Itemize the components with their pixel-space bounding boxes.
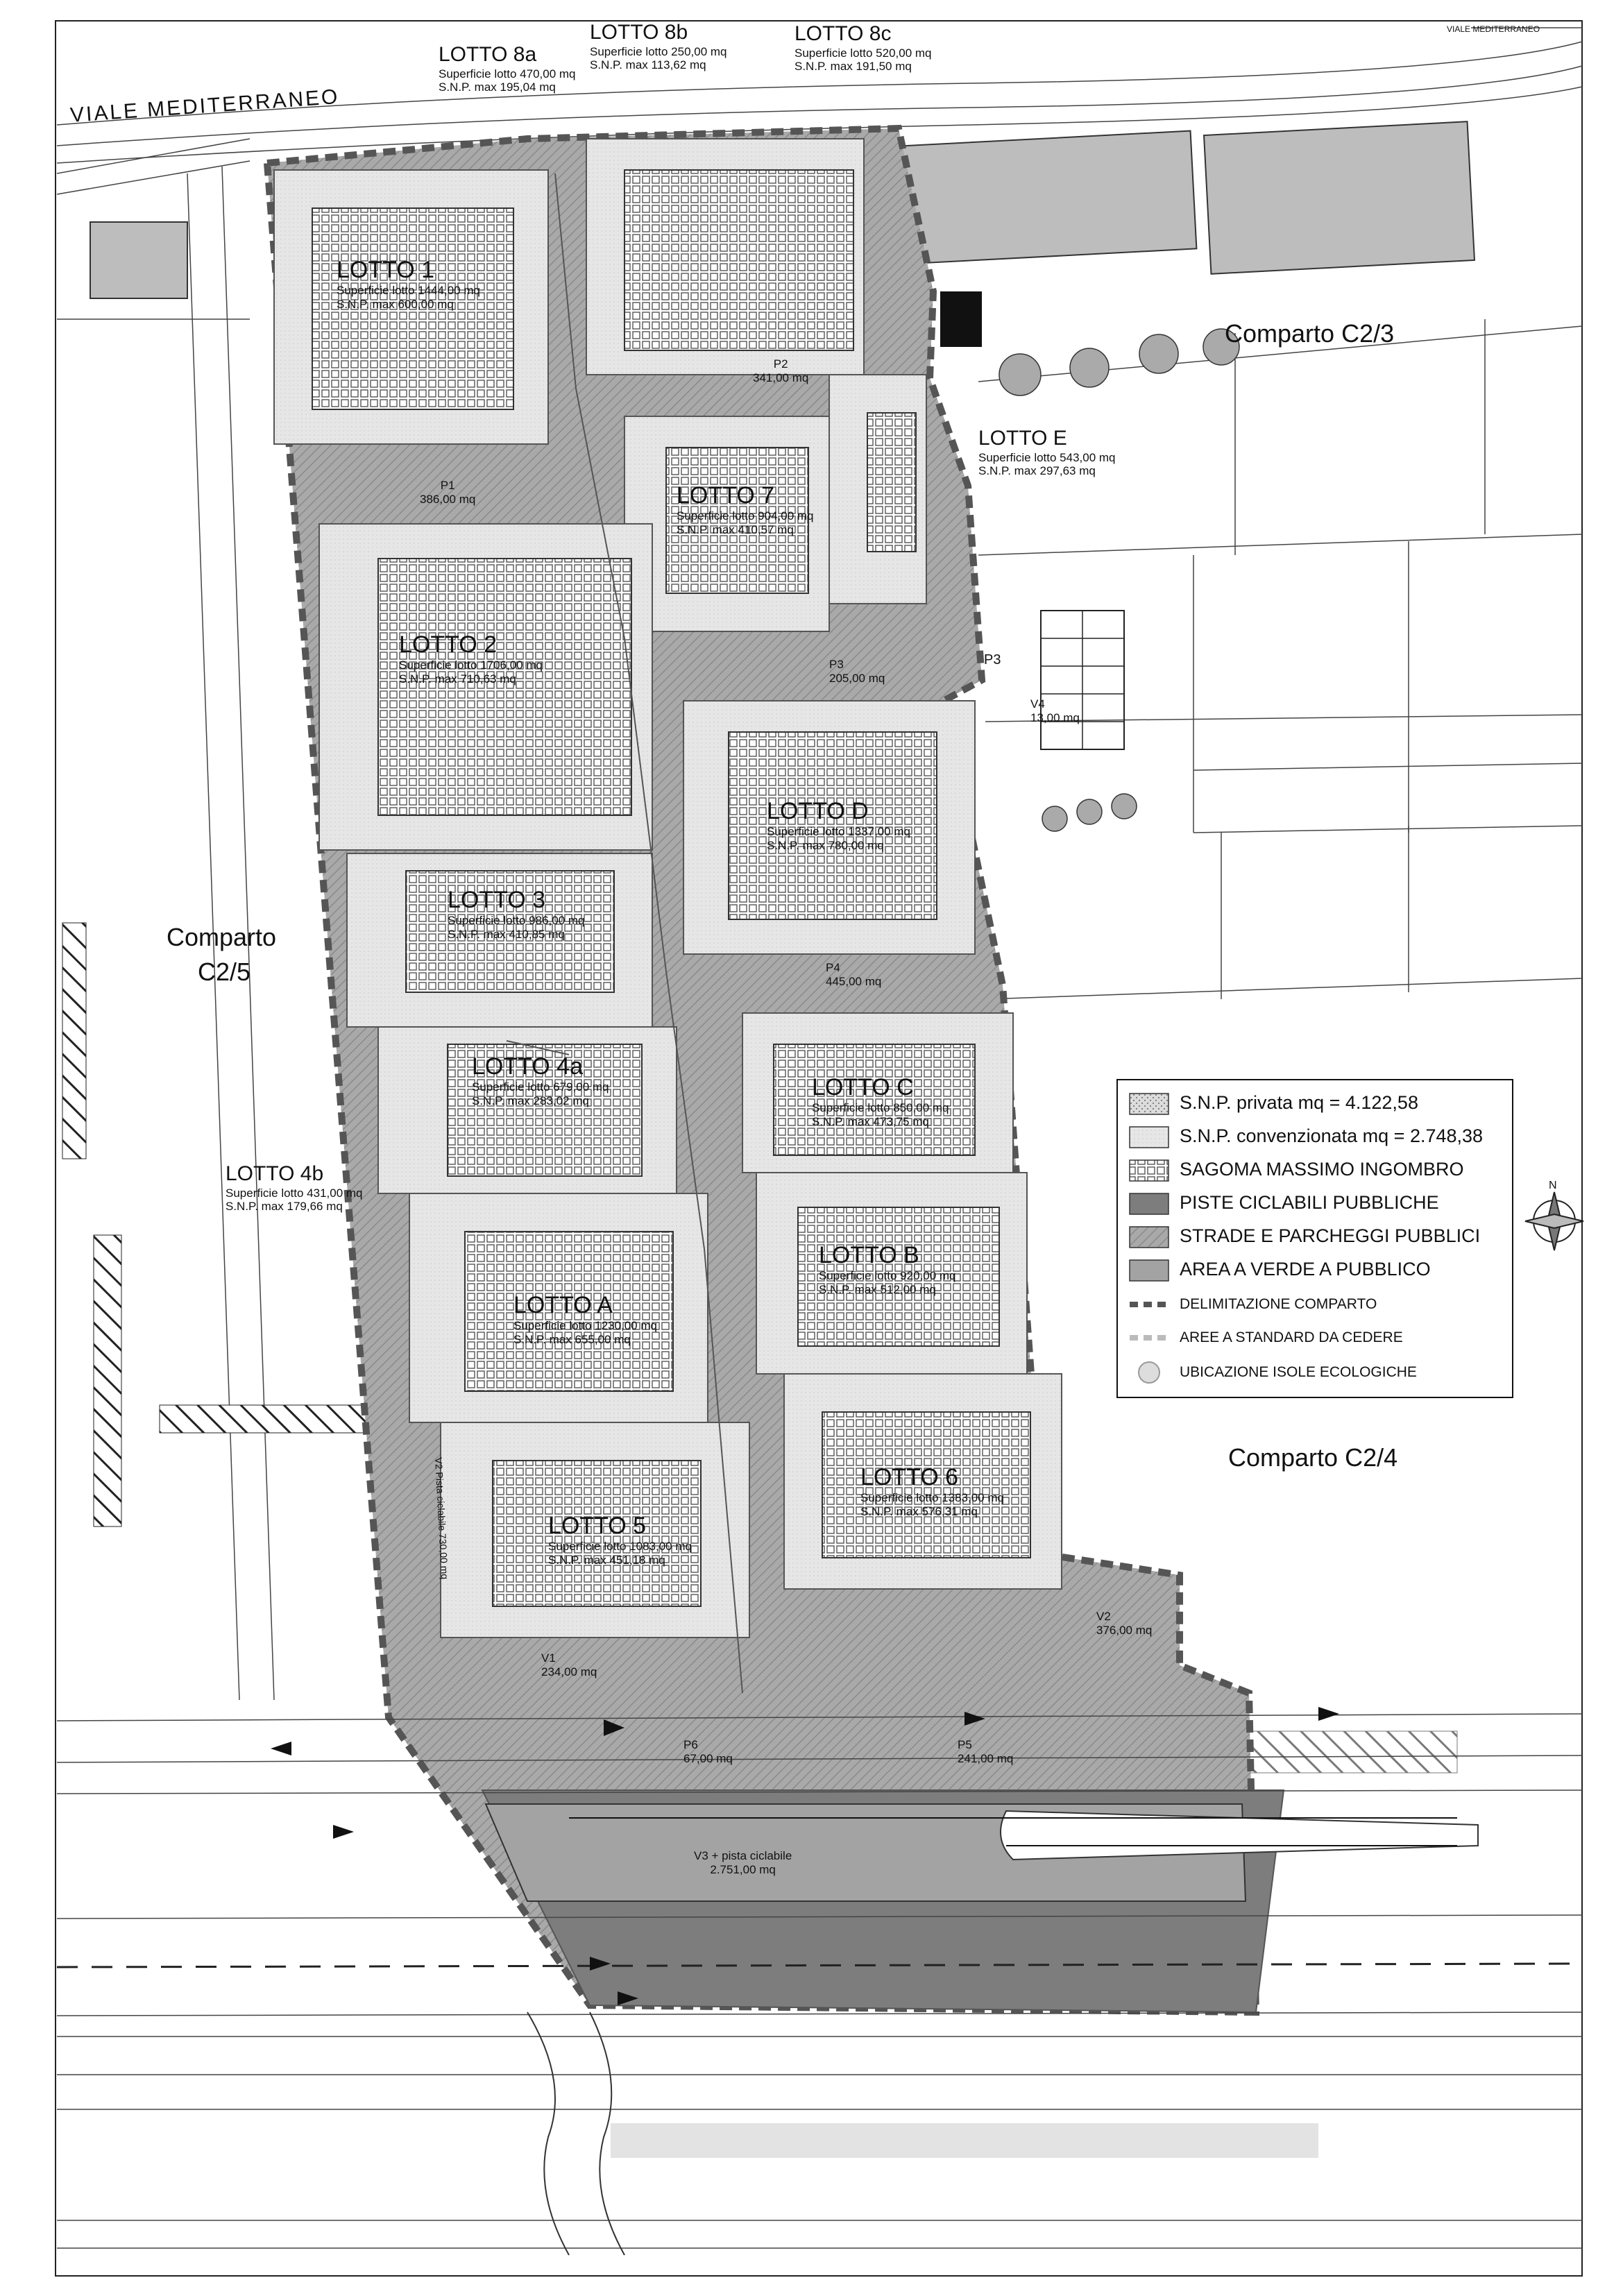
lotto-name: LOTTO 1	[337, 257, 435, 283]
lotto-name: LOTTO B	[819, 1242, 919, 1268]
north-label: N	[1549, 1180, 1557, 1191]
lotto-3	[448, 887, 585, 941]
comparto-c25-line1: Comparto	[167, 923, 277, 951]
lotto-8b	[590, 21, 727, 72]
v4-area: 13,00 mq	[1030, 711, 1080, 724]
lotto-sup: Superficie lotto 679,00 mq	[472, 1080, 609, 1094]
right-context-lines	[978, 319, 1582, 999]
lotto-name: LOTTO 3	[448, 887, 546, 913]
p5-label	[958, 1738, 1013, 1765]
lotto-snp: S.N.P. max 780,00 mq	[767, 838, 884, 852]
p3-name: P3	[829, 658, 844, 671]
lotto-c	[812, 1074, 949, 1128]
lotto-snp: S.N.P. max 512,00 mq	[819, 1282, 936, 1296]
p3-area: 205,00 mq	[829, 671, 885, 685]
lotto-sup: Superficie lotto 1706,00 mq	[399, 658, 543, 672]
lotto-snp: S.N.P. max 600,00 mq	[337, 297, 454, 311]
v4-label	[1030, 697, 1080, 724]
lotto-name: LOTTO 4a	[472, 1053, 583, 1080]
barrier-left-1	[62, 923, 86, 1159]
lotto-sup: Superficie lotto 904,00 mq	[677, 509, 814, 523]
legend-item-strade: STRADE E PARCHEGGI PUBBLICI	[1180, 1225, 1481, 1246]
lotto-snp: S.N.P. max 576,31 mq	[860, 1504, 978, 1518]
p6-area: 67,00 mq	[683, 1751, 733, 1765]
legend-item-snp-privata: S.N.P. privata mq = 4.122,58	[1180, 1092, 1418, 1113]
v2-side-label: V2 Pista ciclabile 730,00 mq	[433, 1457, 451, 1580]
lotto-name: LOTTO C	[812, 1074, 914, 1100]
v3-name: V3 + pista ciclabile	[694, 1849, 792, 1862]
lotto-sup: Superficie lotto 520,00 mq	[794, 46, 932, 60]
lotto-sup: Superficie lotto 1230,00 mq	[513, 1319, 657, 1333]
lotto-sup: Superficie lotto 1444,00 mq	[337, 284, 480, 298]
lotto-snp: S.N.P. max 191,50 mq	[794, 60, 912, 74]
legend-item-aree-standard: AREE A STANDARD DA CEDERE	[1180, 1329, 1403, 1345]
lotto-name: LOTTO 4b	[226, 1162, 324, 1185]
p1-name: P1	[440, 479, 455, 492]
legend-item-verde: AREA A VERDE A PUBBLICO	[1180, 1259, 1431, 1279]
v1-name: V1	[541, 1651, 556, 1665]
lotto-sup: Superficie lotto 543,00 mq	[978, 450, 1116, 464]
lotto-name: LOTTO 8b	[590, 21, 688, 44]
lotto-name: LOTTO 2	[399, 631, 498, 658]
p2-area: 341,00 mq	[753, 371, 809, 384]
comparto-c23: Comparto C2/3	[1225, 319, 1395, 348]
lotto-sup: Superficie lotto 850,00 mq	[812, 1101, 949, 1115]
p1-label	[420, 479, 475, 506]
stream-light	[611, 2123, 1318, 2158]
street-label-top: VIALE MEDITERRANEO	[1447, 24, 1540, 34]
legend-item-snp-convenzionata: S.N.P. convenzionata mq = 2.748,38	[1180, 1125, 1484, 1146]
legend-item-delimitazione: DELIMITAZIONE COMPARTO	[1180, 1296, 1377, 1312]
p2-name: P2	[773, 357, 788, 371]
lotto-name: LOTTO 5	[548, 1513, 647, 1539]
lotto-sup: Superficie lotto 250,00 mq	[590, 44, 727, 58]
lotto-sup: Superficie lotto 470,00 mq	[439, 67, 576, 80]
lotto-sup: Superficie lotto 920,00 mq	[819, 1269, 956, 1283]
lotto-snp: S.N.P. max 410,57 mq	[677, 522, 794, 536]
comparto-c24: Comparto C2/4	[1228, 1443, 1398, 1472]
legend-item-piste: PISTE CICLABILI PUBBLICHE	[1180, 1192, 1439, 1213]
lotto-1	[337, 257, 480, 311]
v4-name: V4	[1030, 697, 1045, 711]
v1-area: 234,00 mq	[541, 1665, 597, 1678]
lotto-sup: Superficie lotto 1383,00 mq	[860, 1491, 1004, 1505]
building-black	[940, 291, 982, 347]
lotto-d	[767, 798, 910, 852]
p1-area: 386,00 mq	[420, 492, 476, 506]
bridge	[527, 2012, 624, 2255]
legend-swatches	[1130, 1094, 1169, 1281]
lotto-sup: Superficie lotto 1083,00 mq	[548, 1540, 692, 1554]
lotto-8c	[794, 22, 932, 74]
trees	[958, 329, 1239, 831]
lotto-4b	[226, 1162, 363, 1214]
lotto-sup: Superficie lotto 431,00 mq	[226, 1186, 363, 1200]
lotto-sup: Superficie lotto 1337,00 mq	[767, 825, 910, 839]
lotto-snp: S.N.P. max 410,85 mq	[448, 927, 565, 941]
lotto-8a	[439, 43, 576, 94]
building-left	[90, 222, 187, 298]
v2-label	[1096, 1610, 1152, 1637]
lotto-snp: S.N.P. max 195,04 mq	[439, 80, 556, 94]
lotto-snp: S.N.P. max 283,02 mq	[472, 1094, 589, 1107]
legend-item-isole: UBICAZIONE ISOLE ECOLOGICHE	[1180, 1364, 1417, 1380]
v1-label	[541, 1651, 597, 1678]
lotto-name: LOTTO A	[513, 1292, 613, 1318]
v2-area: 376,00 mq	[1096, 1623, 1153, 1637]
p3-label	[829, 658, 885, 685]
lotto-name: LOTTO D	[767, 798, 869, 824]
building-right-2	[1204, 121, 1475, 274]
comparto-c25-line2: C2/5	[198, 958, 251, 986]
lotto-2	[399, 631, 543, 686]
legend-dashes	[1130, 1304, 1169, 1338]
p4-label	[826, 961, 881, 988]
v3-area: 2.751,00 mq	[710, 1862, 776, 1876]
lotto-6	[860, 1464, 1004, 1518]
p5-area: 241,00 mq	[958, 1751, 1014, 1765]
legend-item-sagoma: SAGOMA MASSIMO INGOMBRO	[1180, 1159, 1464, 1180]
barrier-left-2	[94, 1235, 121, 1527]
p5-name: P5	[958, 1738, 972, 1751]
lotto-7	[677, 482, 814, 536]
lotto-name: LOTTO E	[978, 427, 1067, 450]
recycle-icon	[1139, 1362, 1159, 1383]
v3-label	[694, 1849, 792, 1876]
lotto-a	[513, 1292, 657, 1346]
lotto-snp: S.N.P. max 473,75 mq	[812, 1114, 929, 1128]
lotto-b	[819, 1242, 956, 1296]
p2-label	[753, 357, 808, 384]
p6-name: P6	[683, 1738, 698, 1751]
north-arrow	[1525, 1192, 1583, 1250]
lotto-snp: S.N.P. max 451,18 mq	[548, 1553, 665, 1567]
lotto-e	[978, 427, 1116, 478]
lotto-name: LOTTO 6	[860, 1464, 959, 1490]
p4-area: 445,00 mq	[826, 974, 882, 988]
p3b-name: P3	[984, 652, 1001, 667]
street-label-left: VIALE MEDITERRANEO	[69, 85, 341, 127]
lotto-sup: Superficie lotto 986,00 mq	[448, 914, 585, 928]
lotto-snp: S.N.P. max 113,62 mq	[590, 58, 706, 72]
lotto-snp: S.N.P. max 710,63 mq	[399, 672, 516, 686]
lotto-name: LOTTO 7	[677, 482, 775, 509]
lotto-4a	[472, 1053, 609, 1107]
lotto-name: LOTTO 8a	[439, 43, 537, 66]
lotto-snp: S.N.P. max 655,00 mq	[513, 1332, 631, 1346]
lotto-snp: S.N.P. max 179,66 mq	[226, 1200, 343, 1214]
lotto-5	[548, 1513, 692, 1567]
lotto-name: LOTTO 8c	[794, 22, 892, 45]
v2-name: V2	[1096, 1610, 1111, 1623]
p4-name: P4	[826, 961, 840, 974]
building-right-1	[892, 131, 1196, 264]
p6-label	[683, 1738, 733, 1765]
lotto-snp: S.N.P. max 297,63 mq	[978, 464, 1096, 478]
